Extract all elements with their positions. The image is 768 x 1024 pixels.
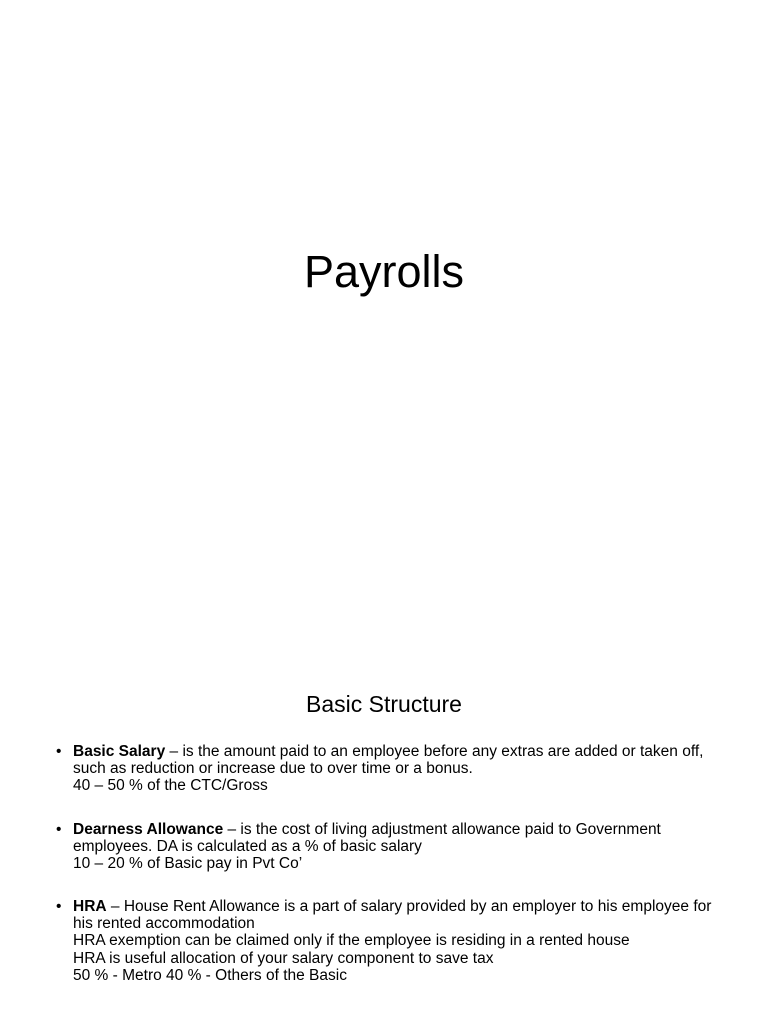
slide-title: Payrolls (303, 246, 465, 297)
bullet-item-hra (56, 898, 726, 984)
bullet-term: Basic Salary (73, 743, 166, 760)
bullet-description: – House Rent Allowance is a part of salary provided by an employer to his employee for his rented accommodation (73, 898, 712, 933)
bullet-detail-line: HRA is useful allocation of your salary component to save tax (73, 949, 494, 967)
bullet-description: – is the cost of living adjustment allowance paid to Government employees. DA is calculated as a % of basic salary (73, 821, 661, 856)
bullet-item-dearness-allowance (56, 821, 726, 873)
bullet-term: Dearness Allowance (73, 821, 224, 838)
bullet-icon: • (56, 821, 62, 838)
section-title: Basic Structure (306, 691, 462, 717)
bullet-detail-line: 10 – 20 % of Basic pay in Pvt Co’ (73, 855, 303, 873)
bullet-term: HRA (73, 898, 107, 915)
bullet-body (73, 898, 726, 984)
bullet-detail-line: HRA exemption can be claimed only if the employee is residing in a rented house (73, 932, 630, 950)
bullet-item-basic-salary (56, 743, 726, 795)
bullet-description: – is the amount paid to an employee before any extras are added or taken off, such as reduction or increase due to over time or a bonus. (73, 743, 704, 778)
bullet-icon: • (56, 898, 62, 915)
bullet-detail-line: 50 % - Metro 40 % - Others of the Basic (73, 966, 347, 984)
bullet-icon: • (56, 743, 62, 760)
bullet-body (73, 743, 726, 795)
bullet-detail-line: 40 – 50 % of the CTC/Gross (73, 777, 268, 795)
bullet-body (73, 821, 726, 873)
